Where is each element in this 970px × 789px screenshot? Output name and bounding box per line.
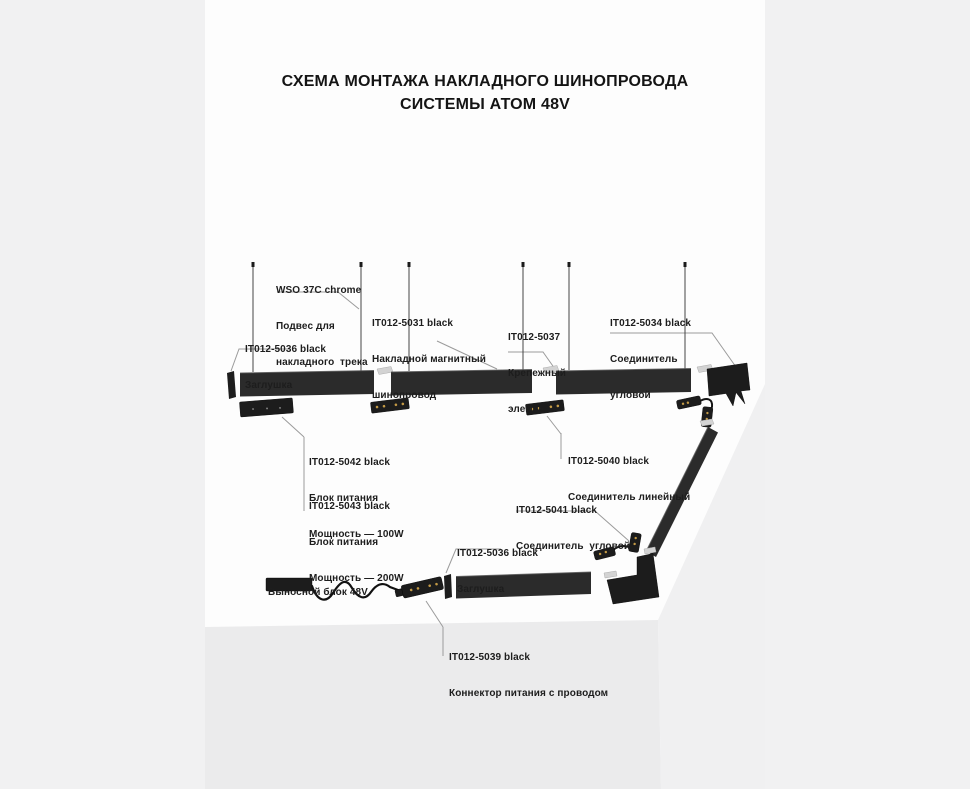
label-endcap-top: [245, 320, 326, 416]
ceiling-mount-dot: [684, 262, 687, 267]
label-line: Соединитель: [610, 354, 678, 365]
label-mount: [508, 308, 566, 440]
label-line: Подвес для: [276, 321, 335, 332]
label-corner-rigid: [610, 294, 691, 426]
ceiling-mount-dot: [408, 262, 411, 267]
ceiling-mount-dot: [252, 262, 255, 267]
label-line: IT012-5034 black: [610, 318, 692, 329]
ceiling-mount-dot: [568, 262, 571, 267]
label-line: IT012-5041 black: [516, 505, 598, 516]
label-line: IT012-5039 black: [449, 652, 531, 663]
label-line: IT012-5036 black: [457, 548, 539, 559]
label-line: IT012-5031 black: [372, 318, 454, 329]
label-line: Заглушка: [457, 584, 505, 595]
label-line: Соединитель угловой: [516, 541, 631, 552]
label-line: Блок питания: [309, 493, 379, 504]
label-endcap-bottom: [457, 524, 538, 620]
label-line: IT012-5042 black: [309, 457, 391, 468]
label-line: Мощность — 200W: [309, 573, 404, 584]
end-cap-bottom: [444, 574, 452, 599]
label-line: Накладной магнитный: [372, 354, 486, 365]
label-track: [372, 294, 486, 426]
label-line: шинопровод: [372, 390, 437, 401]
ceiling-mount-dot: [522, 262, 525, 267]
title-line: СХЕМА МОНТАЖА НАКЛАДНОГО ШИНОПРОВОДА: [281, 73, 689, 90]
label-line: Мощность — 100W: [309, 529, 404, 540]
label-line: IT012-5043 black: [309, 501, 391, 512]
label-line: накладного трека: [276, 357, 368, 368]
label-line: IT012-5037: [508, 332, 561, 343]
label-line: элемент: [508, 404, 550, 415]
label-line: Заглушка: [245, 380, 293, 391]
label-line: Блок питания: [309, 537, 379, 548]
label-line: Выносной блок 48V: [268, 587, 368, 598]
label-line: Крепежный: [508, 368, 566, 379]
title-line: СИСТЕМЫ АТОМ 48V: [399, 96, 571, 113]
label-line: IT012-5036 black: [245, 344, 327, 355]
label-line: угловой: [610, 390, 651, 401]
label-feed-connector: [449, 628, 608, 724]
label-line: Соединитель линейный: [568, 492, 691, 503]
label-remote-block: [268, 563, 368, 623]
label-line: Коннектор питания с проводом: [449, 688, 609, 699]
page-title: [205, 70, 765, 116]
label-line: WSO 37C chrome: [276, 285, 362, 296]
label-line: IT012-5040 black: [568, 456, 650, 467]
